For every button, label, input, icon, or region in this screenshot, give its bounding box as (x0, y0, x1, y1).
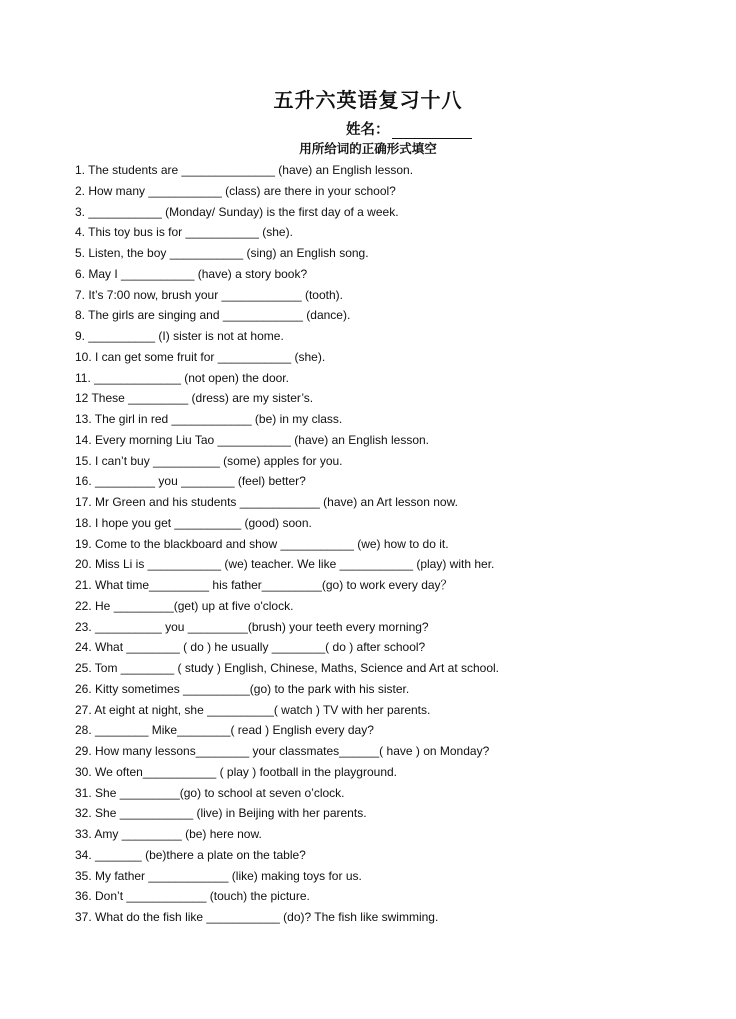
instruction-text: 用所给词的正确形式填空 (299, 141, 437, 156)
question-item: 30. We often___________ ( play ) football in the playground. (75, 764, 398, 779)
question-item: 23. __________ you _________(brush) your teeth every morning? (75, 619, 429, 634)
question-item: 15. I can’t buy __________ (some) apples for you. (75, 453, 343, 468)
question-item: 19. Come to the blackboard and show ___________ (we) how to do it. (75, 536, 449, 551)
question-item: 33. Amy _________ (be) here now. (75, 827, 262, 841)
question-item: 25. Tom ________ ( study ) English, Chinese, Maths, Science and Art at school. (75, 661, 500, 675)
question-item: 14. Every morning Liu Tao ___________ (have) an English lesson. (75, 432, 430, 447)
question-item: 24. What ________ ( do ) he usually ________( do ) after school? (75, 640, 426, 655)
name-blank-line (392, 122, 472, 139)
question-item: 12 These _________ (dress) are my sister’s. (75, 391, 314, 406)
question-item: 7. It’s 7:00 now, brush your ____________ (tooth). (75, 287, 343, 302)
question-item: 4. This toy bus is for ___________ (she). (75, 225, 293, 240)
question-item: 2. How many ___________ (class) are there in your school? (75, 183, 396, 198)
question-item: 32. She ___________ (live) in Beijing with her parents. (75, 806, 367, 821)
question-item: 6. May I ___________ (have) a story book? (75, 266, 308, 281)
question-item: 5. Listen, the boy ___________ (sing) an English song. (75, 246, 369, 260)
question-item: 10. I can get some fruit for ___________ (she). (75, 349, 326, 364)
question-item: 13. The girl in red ____________ (be) in my class. (75, 412, 343, 426)
question-item: 1. The students are ______________ (have) an English lesson. (75, 163, 414, 177)
question-item: 21. What time_________ his father_________(go) to work every day？ (75, 578, 453, 592)
question-item: 8. The girls are singing and ____________ (dance). (75, 308, 351, 323)
name-field (346, 118, 472, 139)
question-item: 3. ___________ (Monday/ Sunday) is the first day of a week. (75, 204, 399, 219)
question-item: 11. _____________ (not open) the door. (75, 370, 289, 385)
question-item: 26. Kitty sometimes __________(go) to the park with his sister. (75, 681, 410, 696)
worksheet-title: 五升六英语复习十八 (273, 88, 463, 112)
question-item: 18. I hope you get __________ (good) soon. (75, 515, 312, 530)
name-label: 姓名： (346, 122, 390, 138)
question-item: 22. He _________(get) up at five o'clock. (75, 598, 294, 613)
question-item: 29. How many lessons________ your classmates______( have ) on Monday? (75, 744, 490, 758)
question-item: 31. She _________(go) to school at seven o’clock. (75, 785, 345, 800)
question-item: 27. At eight at night, she __________( watch ) TV with her parents. (75, 702, 431, 717)
question-item: 20. Miss Li is ___________ (we) teacher. We like ___________ (play) with her. (75, 557, 495, 572)
question-item: 16. _________ you ________ (feel) better? (75, 474, 306, 489)
question-item: 28. ________ Mike________( read ) English every day? (75, 723, 374, 738)
question-item: 36. Don’t ____________ (touch) the picture. (75, 889, 310, 904)
question-item: 35. My father ____________ (like) making toys for us. (75, 868, 362, 883)
question-item: 9. __________ (I) sister is not at home. (75, 329, 284, 343)
question-list (75, 160, 695, 928)
question-item: 37. What do the fish like ___________ (do)? The fish like swimming. (75, 910, 439, 924)
question-item: 17. Mr Green and his students ____________ (have) an Art lesson now. (75, 495, 458, 509)
question-item: 34. _______ (be)there a plate on the table? (75, 847, 306, 862)
